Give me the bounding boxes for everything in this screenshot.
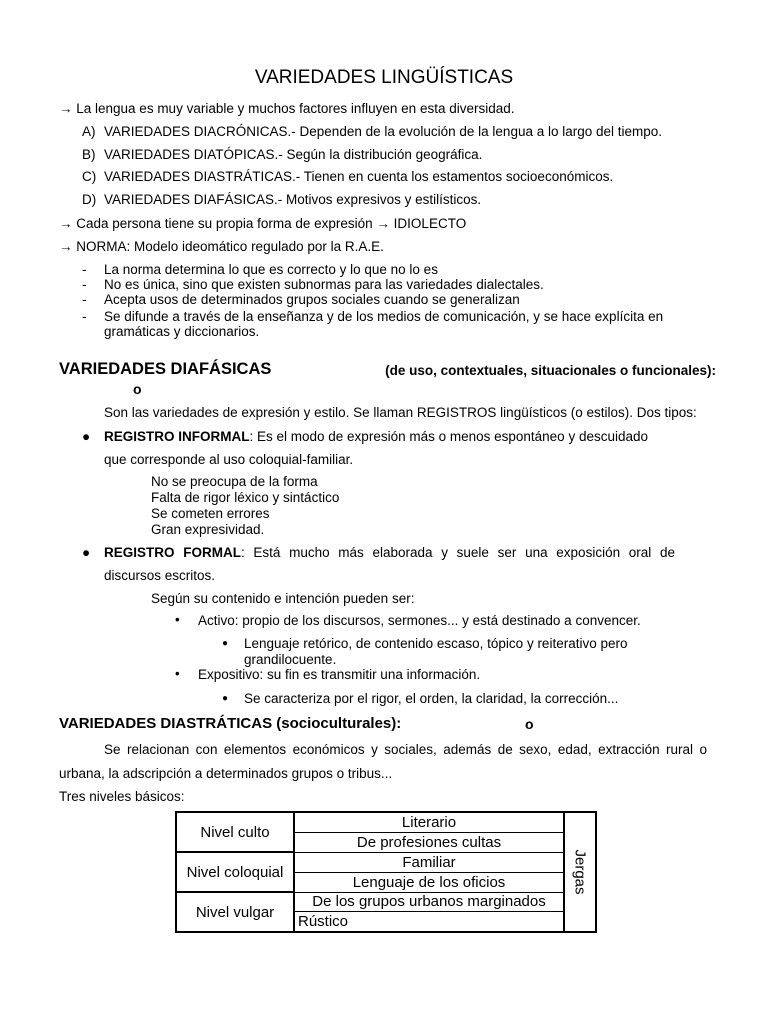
niveles-table <box>175 811 597 933</box>
table-cell-sublevel: Rústico <box>294 912 564 932</box>
bullet-icon: ● <box>222 693 229 704</box>
variedad-item: VARIEDADES DIATÓPICAS.- Según la distribución geográfica. <box>104 147 483 162</box>
registro-formal-text: : Está mucho más elaborada y suele ser una exposición oral de <box>240 545 675 560</box>
diastraticas-text-cont: urbana, la adscripción a determinados grupos o tribus... <box>59 766 393 781</box>
list-dash: - <box>82 277 87 292</box>
variedad-letter: A) <box>82 124 96 139</box>
informal-trait: Se cometen errores <box>151 506 270 521</box>
table-cell-level: Nivel culto <box>176 812 294 852</box>
page-title: VARIEDADES LINGÜÍSTICAS <box>254 67 514 88</box>
diafasicas-heading-sub: (de uso, contextuales, situacionales o funcionales): <box>385 363 716 378</box>
formal-expositivo: Expositivo: su fin es transmitir una información. <box>198 667 481 682</box>
registro-informal-text-cont: que corresponde al uso coloquial-familiar. <box>104 452 354 467</box>
norma-item-continued: gramáticas y diccionarios. <box>104 324 260 339</box>
registro-informal-text: : Es el modo de expresión más o menos espontáneo y descuidado <box>249 429 648 444</box>
variedad-letter: C) <box>82 169 97 184</box>
registro-informal-label: REGISTRO INFORMAL <box>104 429 250 444</box>
formal-activo: Activo: propio de los discursos, sermones... y está destinado a convencer. <box>198 613 641 628</box>
table-row <box>176 812 596 832</box>
variedad-item: VARIEDADES DIASTRÁTICAS.- Tienen en cuenta los estamentos socioeconómicos. <box>104 169 614 184</box>
small-bullet-icon: • <box>175 666 180 681</box>
table-cell-sublevel: De profesiones cultas <box>294 832 564 852</box>
table-cell-sublevel: Familiar <box>294 852 564 872</box>
list-dash: - <box>82 262 87 277</box>
formal-activo-detail: Lenguaje retórico, de contenido escaso, tópico y reiterativo pero <box>244 636 628 651</box>
tres-niveles-label: Tres niveles básicos: <box>59 789 185 804</box>
list-dash: - <box>82 292 87 307</box>
table-row <box>176 852 596 872</box>
variedad-item: VARIEDADES DIACRÓNICAS.- Dependen de la evolución de la lengua a lo largo del tiempo. <box>104 124 663 139</box>
jergas-label: Jergas <box>571 849 589 895</box>
registro-formal-label: REGISTRO FORMAL <box>104 545 241 560</box>
intro-arrow-line: → La lengua es muy variable y muchos factores influyen en esta diversidad. <box>59 101 515 116</box>
diastraticas-text: Se relacionan con elementos económicos y sociales, además de sexo, edad, extracción rural o <box>104 742 707 757</box>
informal-trait: Gran expresividad. <box>151 522 265 537</box>
norma-item: La norma determina lo que es correcto y lo que no lo es <box>104 262 438 277</box>
bullet-icon: ● <box>82 429 91 444</box>
table-cell-sublevel: De los grupos urbanos marginados <box>294 892 564 912</box>
norma-item: Se difunde a través de la enseñanza y de los medios de comunicación, y se hace explícita en <box>104 309 664 324</box>
variedad-item: VARIEDADES DIAFÁSICAS.- Motivos expresivos y estilísticos. <box>104 192 482 207</box>
table-cell-level: Nivel coloquial <box>176 852 294 892</box>
variedad-letter: B) <box>82 147 96 162</box>
diafasicas-intro: Son las variedades de expresión y estilo. Se llaman REGISTROS lingüísticos (o estilos). Dos tipos: <box>104 405 697 420</box>
norma-item: No es única, sino que existen subnormas para las variedades dialectales. <box>104 277 544 292</box>
norma-line: → NORMA: Modelo ideomático regulado por la R.A.E. <box>59 239 384 254</box>
table-cell-level: Nivel vulgar <box>176 892 294 932</box>
registro-informal-line <box>104 429 675 445</box>
small-bullet-icon: • <box>175 612 180 627</box>
jergas-cell <box>564 812 596 932</box>
heading-circle: o <box>133 381 142 397</box>
table-cell-sublevel: Literario <box>294 812 564 832</box>
bullet-icon: ● <box>222 638 229 649</box>
idiolecto-line: → Cada persona tiene su propia forma de expresión → IDIOLECTO <box>59 216 467 231</box>
heading-circle: o <box>525 716 534 732</box>
list-dash: - <box>82 309 87 324</box>
registro-formal-line <box>104 545 675 561</box>
table-cell-sublevel: Lenguaje de los oficios <box>294 872 564 892</box>
table-row <box>176 892 596 912</box>
diastraticas-heading: VARIEDADES DIASTRÁTICAS (socioculturales): <box>59 715 402 732</box>
formal-segun: Según su contenido e intención pueden ser: <box>151 591 415 606</box>
informal-trait: No se preocupa de la forma <box>151 474 318 489</box>
formal-expositivo-detail: Se caracteriza por el rigor, el orden, la claridad, la corrección... <box>244 691 619 706</box>
diafasicas-heading-main: VARIEDADES DIAFÁSICAS <box>59 360 272 378</box>
norma-item: Acepta usos de determinados grupos sociales cuando se generalizan <box>104 292 520 307</box>
registro-formal-text-cont: discursos escritos. <box>104 568 216 583</box>
informal-trait: Falta de rigor léxico y sintáctico <box>151 490 340 505</box>
bullet-icon: ● <box>82 545 91 560</box>
variedad-letter: D) <box>82 192 97 207</box>
formal-activo-detail-cont: grandilocuente. <box>244 652 337 667</box>
diafasicas-heading <box>59 360 716 379</box>
